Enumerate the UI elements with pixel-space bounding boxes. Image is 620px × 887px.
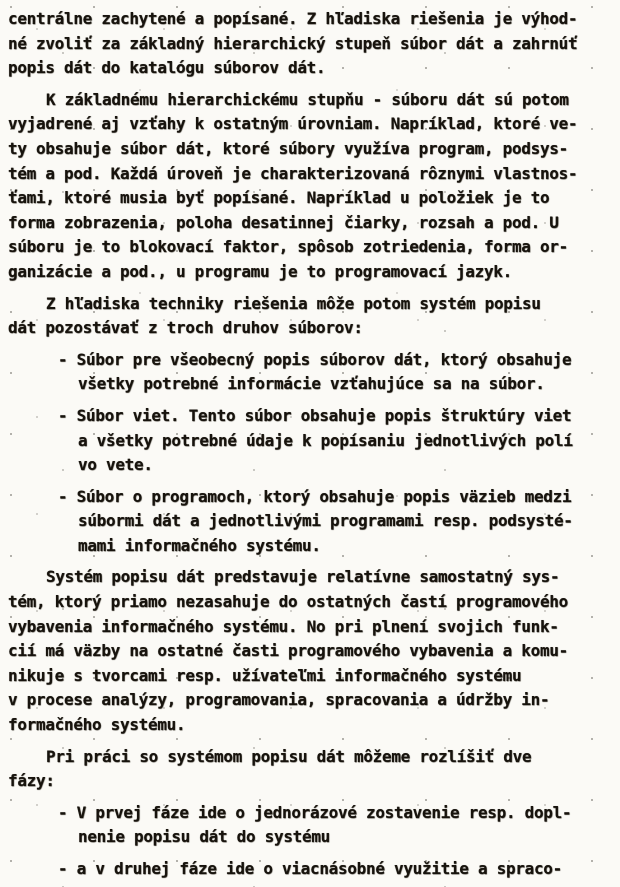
paragraph-first-line: Z hľadiska techniky riešenia môže potom systém popisu — [46, 293, 541, 313]
paragraph-first-line: Pri práci so systémom popisu dát môžeme rozlíšiť dve — [46, 746, 532, 766]
list-item-line: mami informačného systému. — [78, 535, 321, 555]
text-line: tém a pod. Každá úroveň je charakterizovaná rôznymi vlastnos- — [8, 163, 578, 183]
text-line: vybavenia informačného systému. No pri plnení svojich funk- — [8, 616, 559, 636]
list-item-line: - V prvej fáze ide o jednorázové zostavenie resp. dopl- — [58, 802, 572, 822]
text-line: né zvoliť za základný hierarchický stupeň súbor dát a zahrnúť — [8, 33, 578, 53]
text-line: centrálne zachytené a popísané. Z hľadiska riešenia je výhod- — [8, 9, 578, 28]
text-line: nikuje s tvorcami resp. užívateľmi informačného systému — [8, 665, 522, 685]
text-line: formačného systému. — [8, 715, 186, 735]
text-line: tém, ktorý priamo nezasahuje do ostatných častí programového — [8, 592, 568, 612]
list-item-line: a všetky potrebné údaje k popísaniu jednotlivých polí — [78, 430, 573, 450]
text-line: ty obsahuje súbor dát, ktoré súbory využíva program, podsys- — [8, 138, 568, 158]
text-line: ganizácie a pod., u programu je to programovací jazyk. — [8, 261, 512, 281]
list-item-line: všetky potrebné informácie vzťahujúce sa na súbor. — [78, 374, 545, 394]
list-item-line: nenie popisu dát do systému — [78, 827, 330, 847]
list-item-line: súbormi dát a jednotlivými programami resp. podsysté- — [78, 511, 573, 531]
text-line: fázy: — [8, 771, 55, 791]
list-item-line: - Súbor pre všeobecný popis súborov dát, ktorý obsahuje — [58, 349, 572, 369]
text-line: forma zobrazenia, poloha desatinnej čiarky, rozsah a pod. U — [8, 212, 559, 232]
paragraph-first-line: Systém popisu dát predstavuje relatívne samostatný sys- — [46, 567, 560, 587]
list-item-line: - Súbor viet. Tento súbor obsahuje popis štruktúry viet — [58, 405, 572, 425]
text-line: cií má väzby na ostatné časti programového vybavenia a komu- — [8, 641, 568, 661]
text-line: súboru je to blokovací faktor, spôsob zotriedenia, forma or- — [8, 237, 568, 257]
paragraph-first-line: K základnému hierarchickému stupňu - súboru dát sú potom — [46, 89, 569, 109]
text-line: v procese analýzy, programovania, spracovania a údržby in- — [8, 690, 550, 710]
list-item-line: - Súbor o programoch, ktorý obsahuje popis väzieb medzi — [58, 486, 572, 506]
list-item-line: vo vete. — [78, 455, 153, 475]
list-item-line: - a v druhej fáze ide o viacnásobné využitie a spraco- — [58, 859, 562, 878]
text-line: ťami, ktoré musia byť popísané. Napríklad u položiek je to — [8, 188, 550, 208]
text-line: dát pozostávať z troch druhov súborov: — [8, 318, 363, 338]
text-line: popis dát do katalógu súborov dát. — [8, 58, 326, 78]
text-line: vyjadrené aj vzťahy k ostatným úrovniam. Napríklad, ktoré ve- — [8, 114, 578, 134]
